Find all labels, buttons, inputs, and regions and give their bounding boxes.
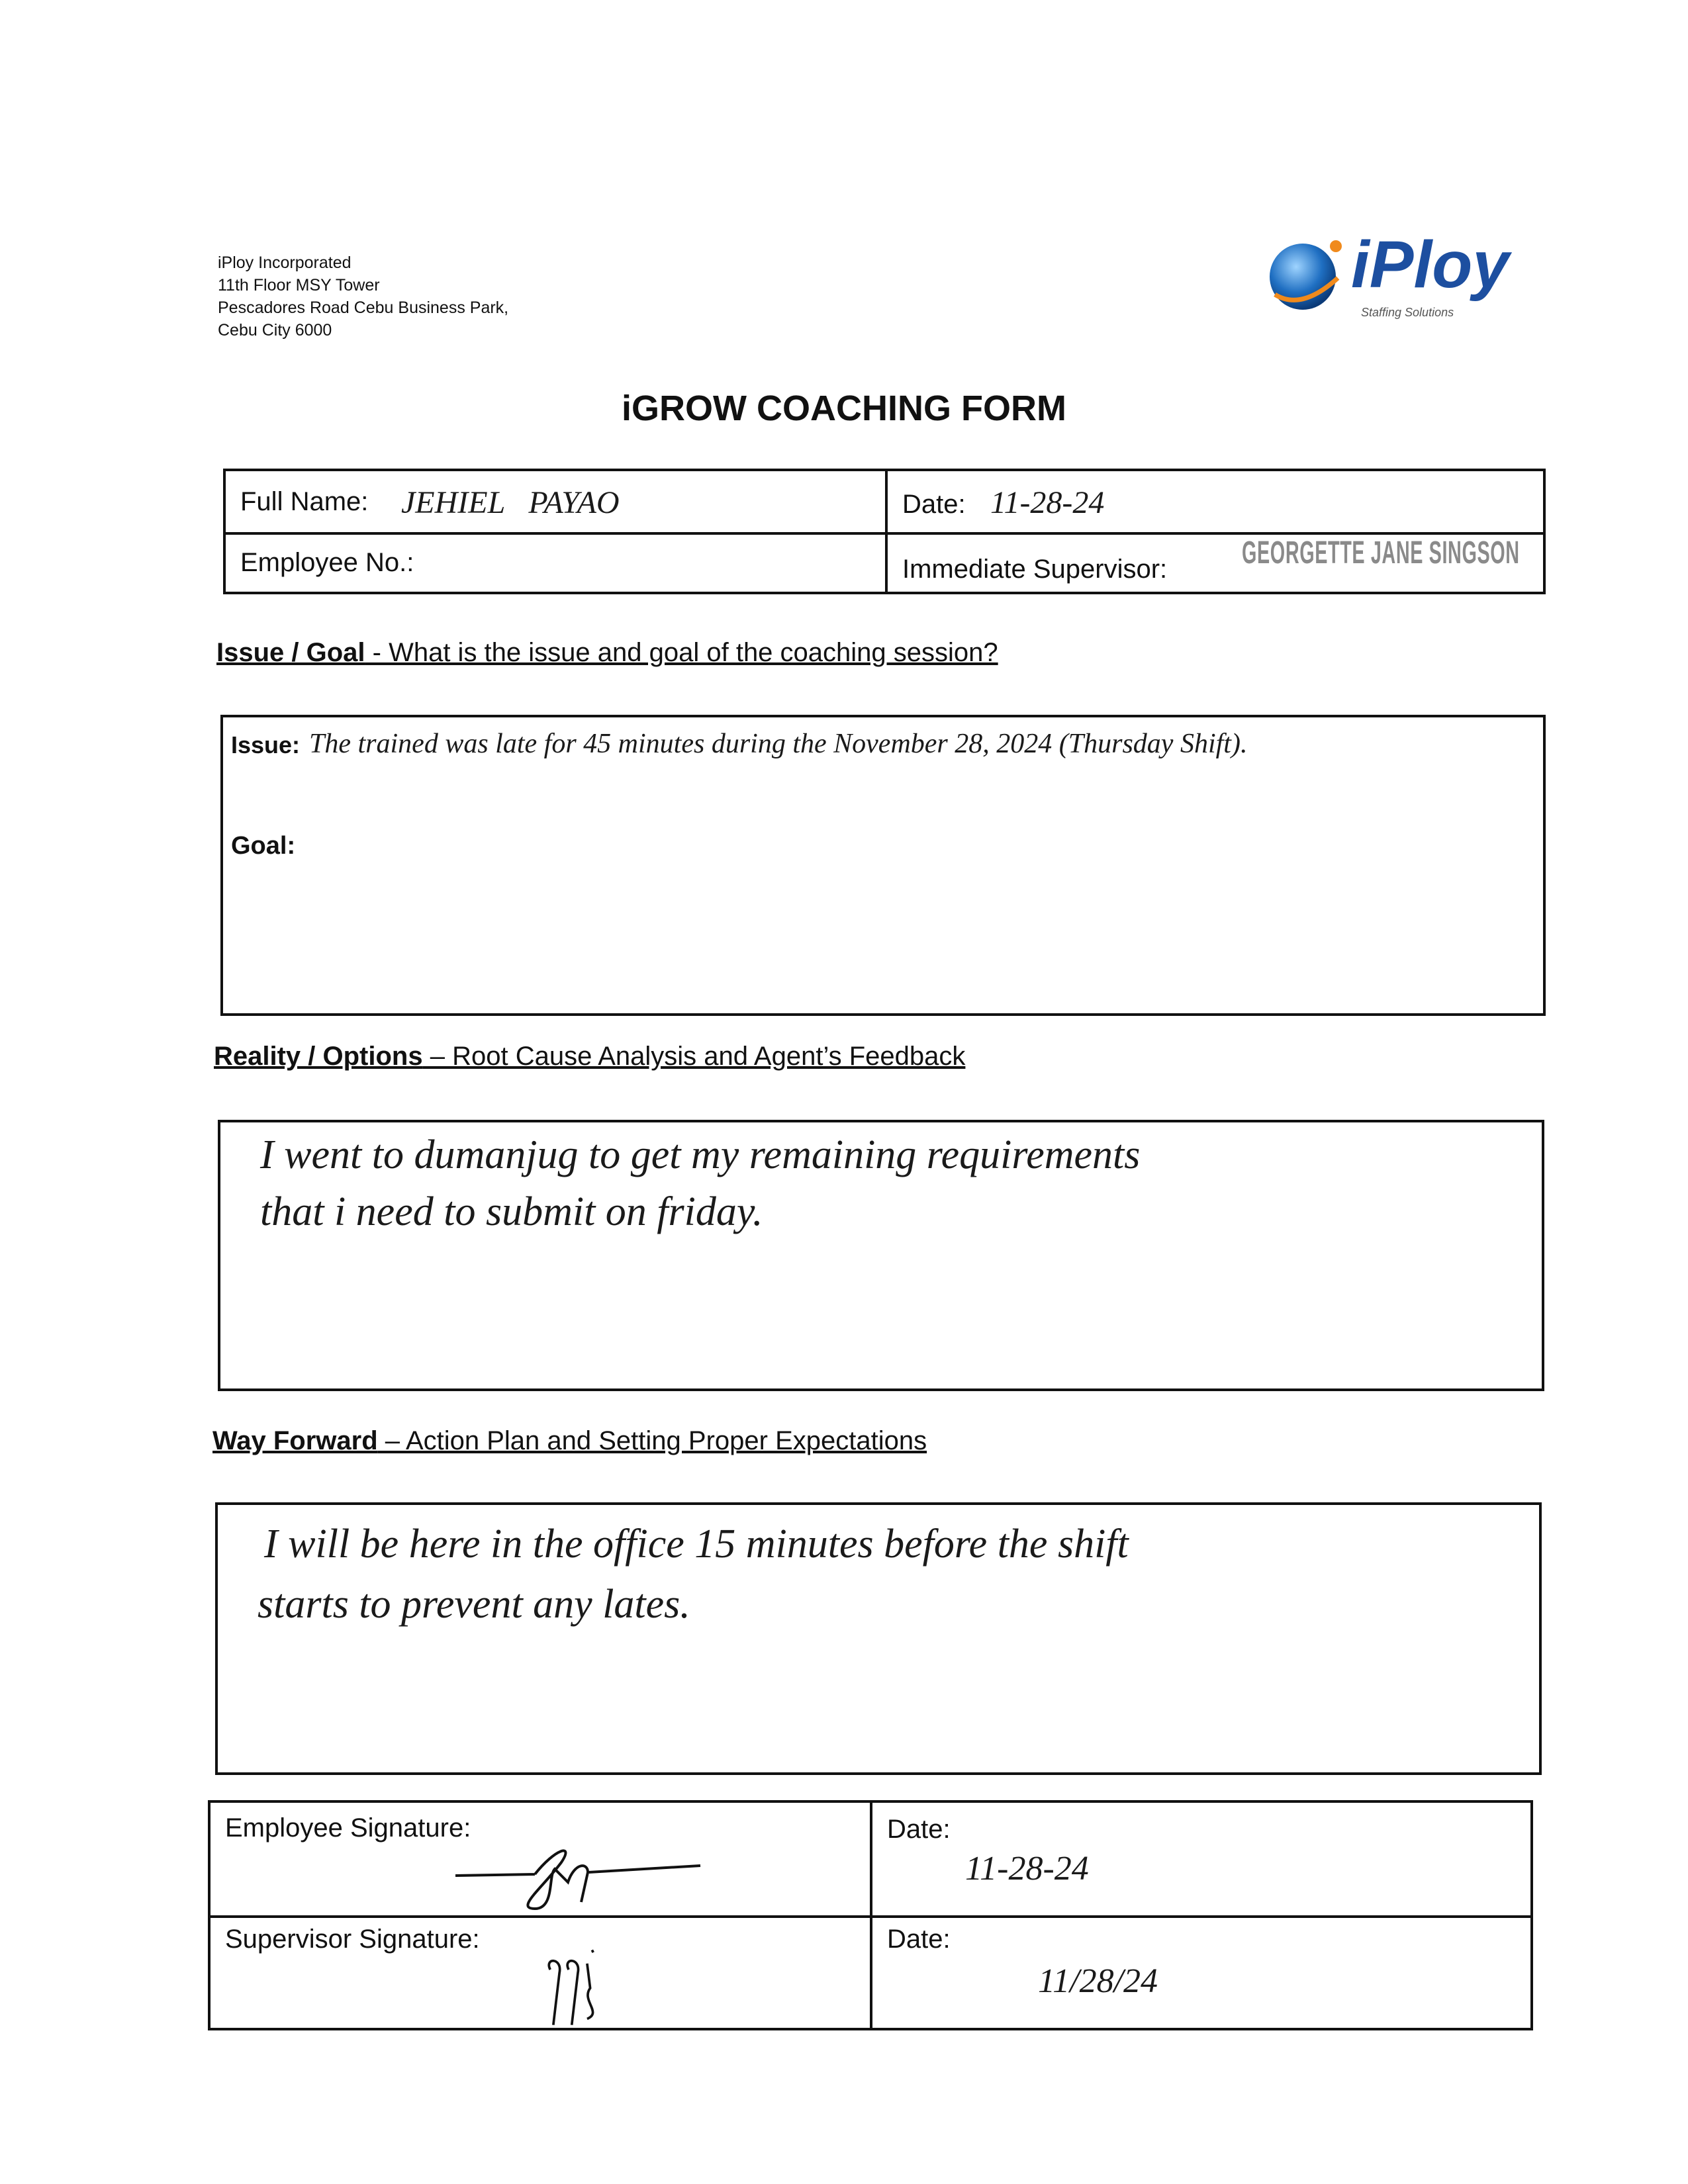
way-forward-box[interactable] (215, 1502, 1542, 1775)
feedback-line: that i need to submit on friday. (260, 1189, 763, 1234)
supervisor-signature-image[interactable] (541, 1945, 614, 2031)
employee-date-label: Date: (887, 1815, 951, 1844)
supervisor-signature-label: Supervisor Signature: (225, 1925, 480, 1954)
reality-options-box[interactable] (218, 1120, 1544, 1391)
heading-bold: Reality / Options (214, 1042, 423, 1071)
employee-date-field[interactable]: 11-28-24 (965, 1850, 1089, 1888)
action-plan-line: starts to prevent any lates. (258, 1582, 690, 1627)
date-label: Date: (902, 490, 966, 519)
full-name-label: Full Name: (240, 487, 369, 516)
logo-text: iPloy (1351, 228, 1509, 302)
supervisor-label: Immediate Supervisor: (902, 555, 1168, 584)
employee-info-table (223, 469, 1546, 594)
issue-label: Issue: (231, 731, 301, 758)
company-address (218, 251, 508, 341)
supervisor-date-label: Date: (887, 1925, 951, 1954)
company-name: iPloy Incorporated (218, 253, 352, 272)
feedback-line: I went to dumanjug to get my remaining requirements (260, 1132, 1141, 1177)
full-name-field[interactable]: JEHIEL PAYAO (401, 485, 620, 520)
employee-no-label: Employee No.: (240, 548, 414, 577)
supervisor-field[interactable]: GEORGETTE JANE SINGSON (1242, 535, 1520, 570)
issue-field[interactable]: The trained was late for 45 minutes during the November 28, 2024 (Thursday Shift). (309, 729, 1248, 759)
address-line: Pescadores Road Cebu Business Park, (218, 298, 509, 317)
heading-bold: Way Forward (212, 1426, 378, 1455)
address-line: 11th Floor MSY Tower (218, 276, 380, 295)
company-logo (1262, 228, 1540, 324)
form-title: iGROW COACHING FORM (622, 388, 1066, 428)
heading-rest: – Root Cause Analysis and Agent’s Feedback (422, 1042, 966, 1071)
employee-signature-label: Employee Signature: (225, 1813, 471, 1843)
heading-bold: Issue / Goal (216, 638, 365, 667)
address-line: Cebu City 6000 (218, 321, 332, 340)
issue-goal-box (220, 715, 1546, 1016)
reality-options-heading (214, 1040, 965, 1072)
heading-rest: - What is the issue and goal of the coaching session? (365, 638, 998, 667)
logo-tagline: Staffing Solutions (1361, 306, 1454, 319)
column-divider (885, 471, 888, 592)
employee-signature-image[interactable] (455, 1836, 720, 1915)
signature-table (208, 1800, 1533, 2030)
supervisor-date-field[interactable]: 11/28/24 (1038, 1962, 1158, 2000)
row-divider (226, 532, 1543, 535)
action-plan-line: I will be here in the office 15 minutes before the shift (264, 1522, 1129, 1567)
globe-icon (1262, 232, 1348, 318)
heading-rest: – Action Plan and Setting Proper Expectations (377, 1426, 927, 1455)
date-field[interactable]: 11-28-24 (990, 485, 1105, 520)
issue-goal-heading (216, 637, 998, 668)
goal-label: Goal: (231, 832, 296, 860)
row-divider (211, 1915, 1530, 1918)
way-forward-heading (212, 1425, 927, 1457)
